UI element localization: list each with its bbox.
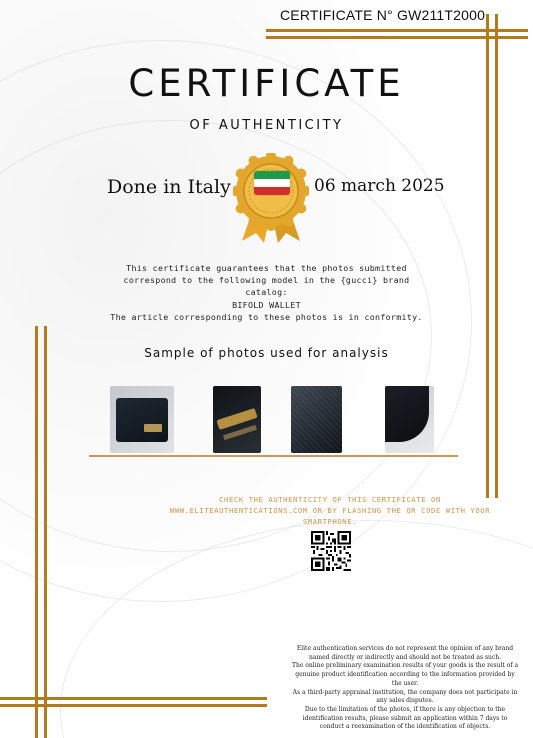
disclaimer-line: As a third-party appraisal institution, the company does not participate in — [292, 688, 518, 696]
disclaimer-line: any sales disputes. — [376, 697, 434, 705]
verification-instructions — [120, 494, 533, 527]
certificate-number: CERTIFICATE N° GW211T2000 — [280, 7, 486, 23]
flag-stripe — [254, 187, 290, 195]
certificate-title: CERTIFICATE — [128, 62, 405, 105]
statement-line: This certificate guarantees that the photos submitted — [126, 263, 407, 273]
disclaimer-text — [280, 645, 530, 732]
gold-seal-icon — [233, 153, 309, 245]
sample-heading: Sample of photos used for analysis — [144, 346, 389, 360]
disclaimer-line: the user. — [391, 679, 419, 687]
divider — [89, 455, 458, 457]
gold-frame-line — [0, 704, 267, 707]
conformity-line: The article corresponding to these photos is in conformity. — [110, 311, 423, 322]
gold-frame-line — [35, 326, 38, 738]
verification-line: SMARTPHONE. — [302, 517, 358, 526]
wallet-stitching-closeup-photo — [385, 386, 434, 453]
disclaimer-line: Elite authentication services do not represent the opinion of any brand — [296, 645, 514, 652]
issue-date: 06 march 2025 — [314, 176, 445, 196]
italian-flag-icon — [254, 171, 290, 195]
gold-frame-line — [0, 697, 267, 700]
certificate-subtitle: OF AUTHENTICITY — [189, 118, 344, 133]
statement-line: catalog: — [245, 287, 288, 298]
flag-stripe — [254, 179, 290, 187]
gold-frame-line — [44, 326, 47, 738]
qr-code-icon[interactable] — [311, 531, 351, 571]
disclaimer-line: genuine product identification according to the information provided by — [295, 671, 515, 679]
disclaimer-line: The online preliminary examination results of your goods is the result of a — [291, 662, 519, 670]
disclaimer-line: conduct a reexamination of the identification of objects. — [319, 723, 491, 731]
wallet-leather-closeup-photo — [291, 386, 342, 453]
flag-stripe — [254, 171, 290, 179]
wallet-logo-closeup-photo — [213, 386, 261, 453]
place-of-issue: Done in Italy — [107, 176, 231, 198]
statement-line: correspond to the following model in the {gucci} brand — [123, 275, 410, 286]
verification-link[interactable]: WWW.ELITEAUTHENTICATIONS.COM OR BY FLASHING THE QR CODE WITH YOUR — [169, 506, 491, 515]
disclaimer-line: identification results, please submit an application within 7 days to — [302, 714, 508, 722]
disclaimer-line: named directly or indirectly and should not be treated as such. — [308, 653, 502, 661]
disclaimer-line: Due to the limitation of the photos, if there is any objection to the — [304, 705, 506, 713]
authenticity-statement — [0, 262, 533, 323]
verification-line: CHECK THE AUTHENTICITY OF THIS CERTIFICATE ON — [219, 495, 441, 504]
wallet-front-photo — [110, 386, 174, 453]
model-name: BIFOLD WALLET — [232, 299, 301, 310]
